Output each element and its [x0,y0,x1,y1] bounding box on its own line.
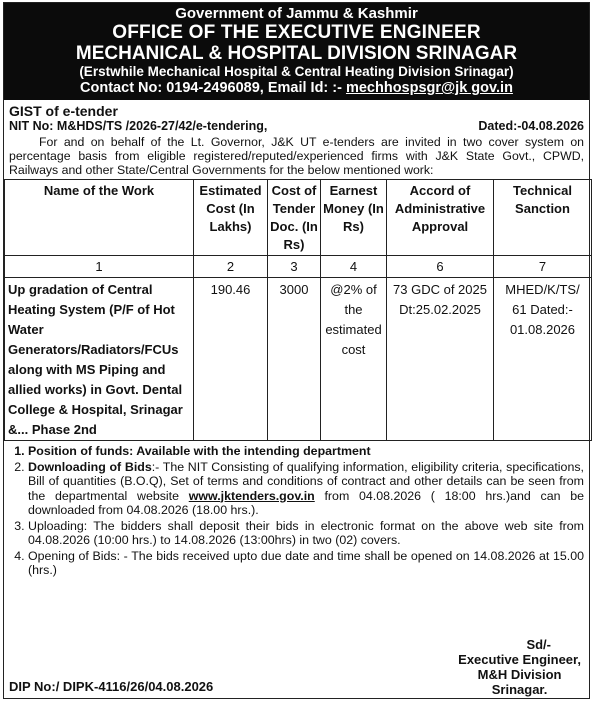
signature-sd: Sd/- [526,637,551,652]
header-earnest-money: Earnest Money (In Rs) [321,180,387,256]
contact-line [4,80,589,97]
government-title: Government of Jammu & Kashmir [175,5,418,22]
erstwhile-division: (Erstwhile Mechanical Hospital & Central Heating Division Srinagar) [79,64,514,79]
work-table [4,179,592,441]
header-admin-approval: Accord of Administrative Approval [387,180,494,256]
column-number: 2 [194,256,268,278]
header-name-of-work: Name of the Work [5,180,194,256]
note-text: from 04.08.2026 ( 18:00 hrs.)and can be downloaded from 04.08.2026 (18.00 hrs.). [28,488,584,517]
email-link[interactable]: mechhospsgr@jk gov.in [345,80,513,96]
note-position-of-funds: 1. Position of funds: Available with the intending department [28,444,584,459]
intro-paragraph [9,135,584,177]
estimated-cost: 190.46 [194,278,268,441]
office-title: OFFICE OF THE EXECUTIVE ENGINEER [112,22,481,43]
note-label: Downloading of Bids [28,459,152,474]
nit-date: Dated:-04.08.2026 [478,119,584,133]
column-number: 6 [387,256,494,278]
gist-title: GIST of e-tender [9,103,118,119]
column-number-row [5,256,592,278]
website-link[interactable]: www.jktenders.gov.in [188,488,315,503]
earnest-money: @2% of the estimated cost [321,278,387,441]
technical-sanction: MHED/K/TS/ 61 Dated:- 01.08.2026 [494,278,592,441]
nit-number: NIT No: M&HDS/TS /2026-27/42/e-tendering, [9,119,268,133]
note-text: :- The NIT Consisting of qualifying information, eligibility criteria, specifications, Bill of quantities (B.O.Q), Set of terms and conditions of contract and other details can be seen from the departmental website [28,459,584,503]
header-tender-doc-cost: Cost of Tender Doc. (In Rs) [268,180,321,256]
tender-notice [3,2,590,699]
signature-block [458,637,581,697]
column-number: 3 [268,256,321,278]
table-row [5,278,592,441]
table-header-row [5,180,592,256]
tender-doc-cost: 3000 [268,278,321,441]
note-opening-of-bids: 4. Opening of Bids: - The bids received upto due date and time shall be opened on 14.08.2026 at 15.00 (hrs.) [28,549,584,578]
notes-list [4,444,589,578]
intro-text: For and on behalf of the Lt. Governor, J&K UT e-tenders are invited in two cover system on percentage basis from eligible registered/reputed/experienced firms with J&K State Govt., CPWD, Railways and other State/Central Governments for the below mentioned work: [9,135,584,177]
work-name: Up gradation of Central Heating System (P/F of Hot Water Generators/Radiators/FCUs along with MS Piping and allied works) in Govt. Dental College & Hospital, Srinagar &... Phase 2nd [5,278,194,441]
admin-approval: 73 GDC of 2025 Dt:25.02.2025 [387,278,494,441]
signatory-location: Srinagar. [491,682,548,697]
contact-text: Contact No: 0194-2496089, Email Id: :- [80,80,346,96]
division-title: MECHANICAL & HOSPITAL DIVISION SRINAGAR [75,43,518,64]
notice-header [4,3,589,100]
column-number: 4 [321,256,387,278]
column-number: 7 [494,256,592,278]
header-technical-sanction: Technical Sanction [494,180,592,256]
signatory-division: M&H Division [477,667,562,682]
note-downloading-bids [28,460,584,518]
header-estimated-cost: Estimated Cost (In Lakhs) [194,180,268,256]
nit-line [9,119,584,134]
signatory-title: Executive Engineer, [458,652,581,667]
column-number: 1 [5,256,194,278]
note-uploading: 3. Uploading: The bidders shall deposit their bids in electronic format on the above web site from 04.08.2026 (10:00 hrs.) to 14.08.2026 (13:00hrs) in two (02) covers. [28,519,584,548]
dip-number: DIP No:/ DIPK-4116/26/04.08.2026 [9,679,214,694]
